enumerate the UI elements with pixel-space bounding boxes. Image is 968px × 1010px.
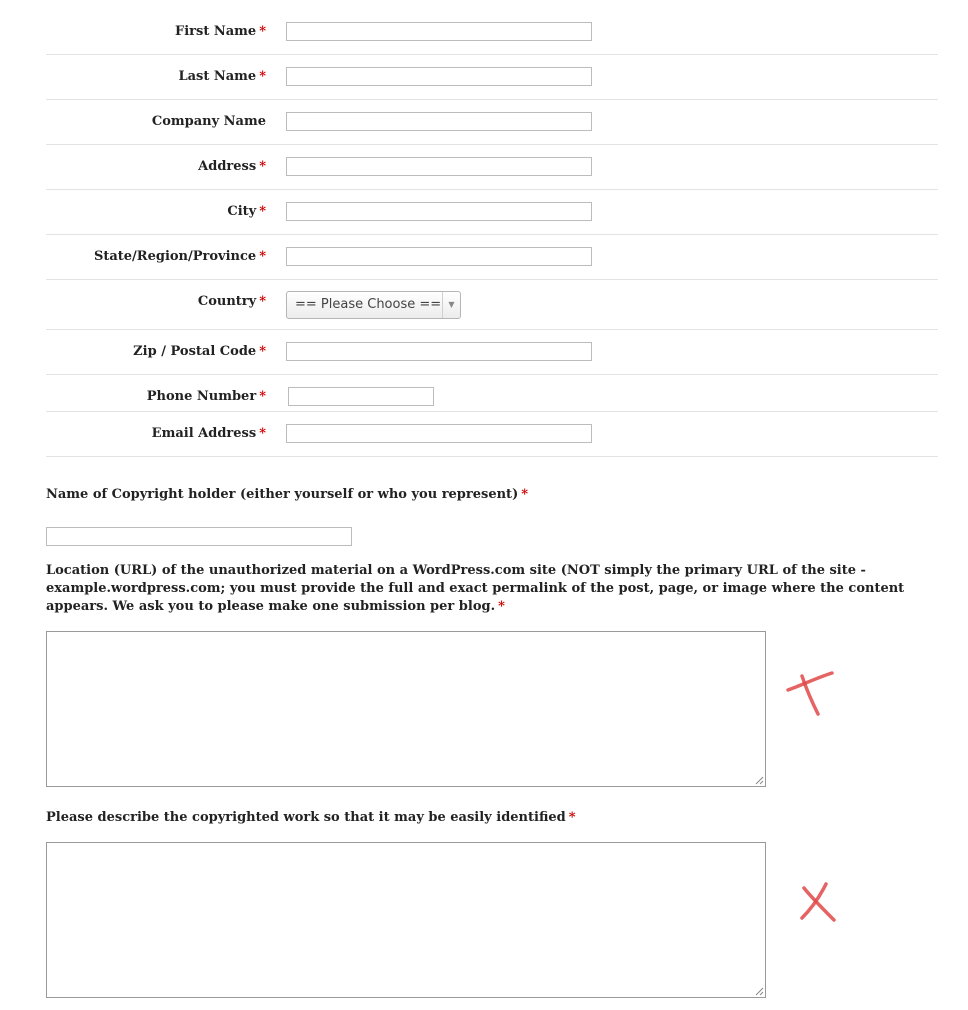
chevron-down-icon: ▼ xyxy=(442,292,460,318)
company-name-input[interactable] xyxy=(286,112,592,131)
form-row-city xyxy=(46,190,938,235)
resize-handle-icon[interactable] xyxy=(754,775,764,785)
form-row-last-name xyxy=(46,55,938,100)
company-name-label: Company Name xyxy=(151,114,266,129)
form-row-zip xyxy=(46,330,938,375)
country-select-value: == Please Choose == xyxy=(295,297,442,312)
zip-input[interactable] xyxy=(286,342,592,361)
phone-label: Phone Number * xyxy=(146,389,266,404)
state-input[interactable] xyxy=(286,247,592,266)
address-input[interactable] xyxy=(286,157,592,176)
form-row-phone xyxy=(46,375,938,412)
form-row-country xyxy=(46,280,938,330)
last-name-input[interactable] xyxy=(286,67,592,86)
form-row-company-name xyxy=(46,100,938,145)
zip-label: Zip / Postal Code * xyxy=(133,344,266,359)
first-name-label: First Name * xyxy=(174,24,266,39)
address-label: Address * xyxy=(198,159,266,174)
contact-form xyxy=(46,0,938,457)
last-name-label: Last Name * xyxy=(178,69,266,84)
copyright-holder-input[interactable] xyxy=(46,527,352,546)
copyright-holder-label: Name of Copyright holder (either yourself or who you represent) * xyxy=(46,487,529,502)
location-textarea[interactable] xyxy=(46,631,766,787)
first-name-input[interactable] xyxy=(286,22,592,41)
phone-input[interactable] xyxy=(288,387,434,406)
city-input[interactable] xyxy=(286,202,592,221)
red-x-mark-icon xyxy=(796,878,844,926)
form-row-first-name xyxy=(46,0,938,55)
email-input[interactable] xyxy=(286,424,592,443)
form-row-email xyxy=(46,412,938,457)
form-row-address xyxy=(46,145,938,190)
location-label: Location (URL) of the unauthorized material on a WordPress.com site (NOT simply the primary URL of the site - example.wordpress.com; you must provide the full and exact permalink of the post, page, or image where the content appears. We ask you to please make one submission per blog. * xyxy=(46,563,905,614)
red-cross-mark-icon xyxy=(782,662,838,718)
description-textarea[interactable] xyxy=(46,842,766,998)
country-label: Country * xyxy=(197,294,266,309)
form-row-state xyxy=(46,235,938,280)
city-label: City * xyxy=(227,204,266,219)
resize-handle-icon[interactable] xyxy=(754,986,764,996)
email-label: Email Address * xyxy=(151,426,266,441)
description-label: Please describe the copyrighted work so that it may be easily identified * xyxy=(46,810,576,825)
state-label: State/Region/Province * xyxy=(93,249,266,264)
country-select[interactable] xyxy=(286,291,461,319)
